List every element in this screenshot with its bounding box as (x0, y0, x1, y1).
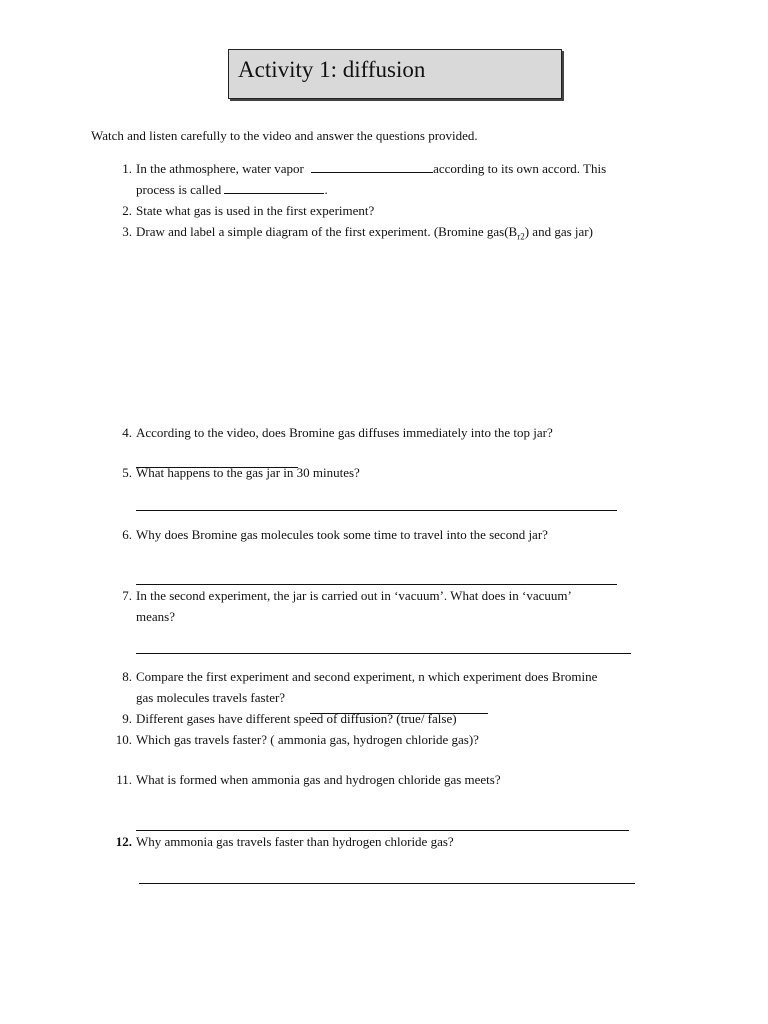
answer-line-12[interactable] (139, 883, 635, 884)
question-8-line-1: Compare the first experiment and second experiment, n which experiment does Bromine (136, 669, 598, 684)
question-2-text: State what gas is used in the first experiment? (136, 203, 375, 218)
question-12-text: Why ammonia gas travels faster than hydrogen chloride gas? (136, 834, 454, 849)
title-box (228, 49, 562, 99)
question-4-text: According to the video, does Bromine gas diffuses immediately into the top jar? (136, 425, 553, 440)
question-number-10: 10. (115, 732, 132, 747)
question-5-text: What happens to the gas jar in 30 minutes? (136, 465, 360, 480)
question-1-line-1 (136, 159, 606, 179)
question-number-8: 8. (122, 669, 132, 684)
question-3-text (136, 222, 593, 247)
question-3-text-a: Draw and label a simple diagram of the first experiment. (Bromine gas(B (136, 224, 518, 239)
question-number-7: 7. (122, 588, 132, 603)
answer-blank-1b[interactable] (224, 180, 324, 194)
answer-blank-1a[interactable] (311, 159, 433, 173)
question-11-text: What is formed when ammonia gas and hydrogen chloride gas meets? (136, 772, 501, 787)
question-number-11: 11. (116, 772, 132, 787)
question-1-text-a: In the athmosphere, water vapor (136, 161, 304, 176)
question-10-text: Which gas travels faster? ( ammonia gas, hydrogen chloride gas)? (136, 732, 479, 747)
question-number-3: 3. (122, 224, 132, 239)
question-1-period: . (324, 182, 328, 197)
stray-line (136, 467, 298, 468)
question-3-text-b: ) and gas jar) (524, 224, 593, 239)
question-number-2: 2. (122, 203, 132, 218)
question-number-9: 9. (122, 711, 132, 726)
question-number-12: 12. (115, 834, 132, 849)
question-6-text: Why does Bromine gas molecules took some time to travel into the second jar? (136, 527, 548, 542)
question-8-line-2: gas molecules travels faster? (136, 690, 286, 705)
question-number-4: 4. (122, 425, 132, 440)
question-1-text-c: process is called (136, 182, 222, 197)
answer-line-5[interactable] (136, 510, 617, 511)
instructions: Watch and listen carefully to the video and answer the questions provided. (91, 128, 478, 143)
question-1-text-b: according to its own accord. This (433, 161, 607, 176)
answer-line-6[interactable] (136, 584, 617, 585)
question-9-text: Different gases have different speed of diffusion? (true/ false) (136, 711, 457, 726)
answer-line-11[interactable] (136, 830, 629, 831)
question-number-1: 1. (122, 161, 132, 176)
page-title: Activity 1: diffusion (238, 57, 426, 82)
question-7-line-2: means? (136, 609, 175, 624)
bromine-subscript: r2 (517, 231, 525, 242)
question-1-line-2 (136, 180, 328, 200)
question-number-5: 5. (122, 465, 132, 480)
answer-line-7[interactable] (136, 653, 631, 654)
question-7-line-1: In the second experiment, the jar is carried out in ‘vacuum’. What does in ‘vacuum’ (136, 588, 572, 603)
question-number-6: 6. (122, 527, 132, 542)
